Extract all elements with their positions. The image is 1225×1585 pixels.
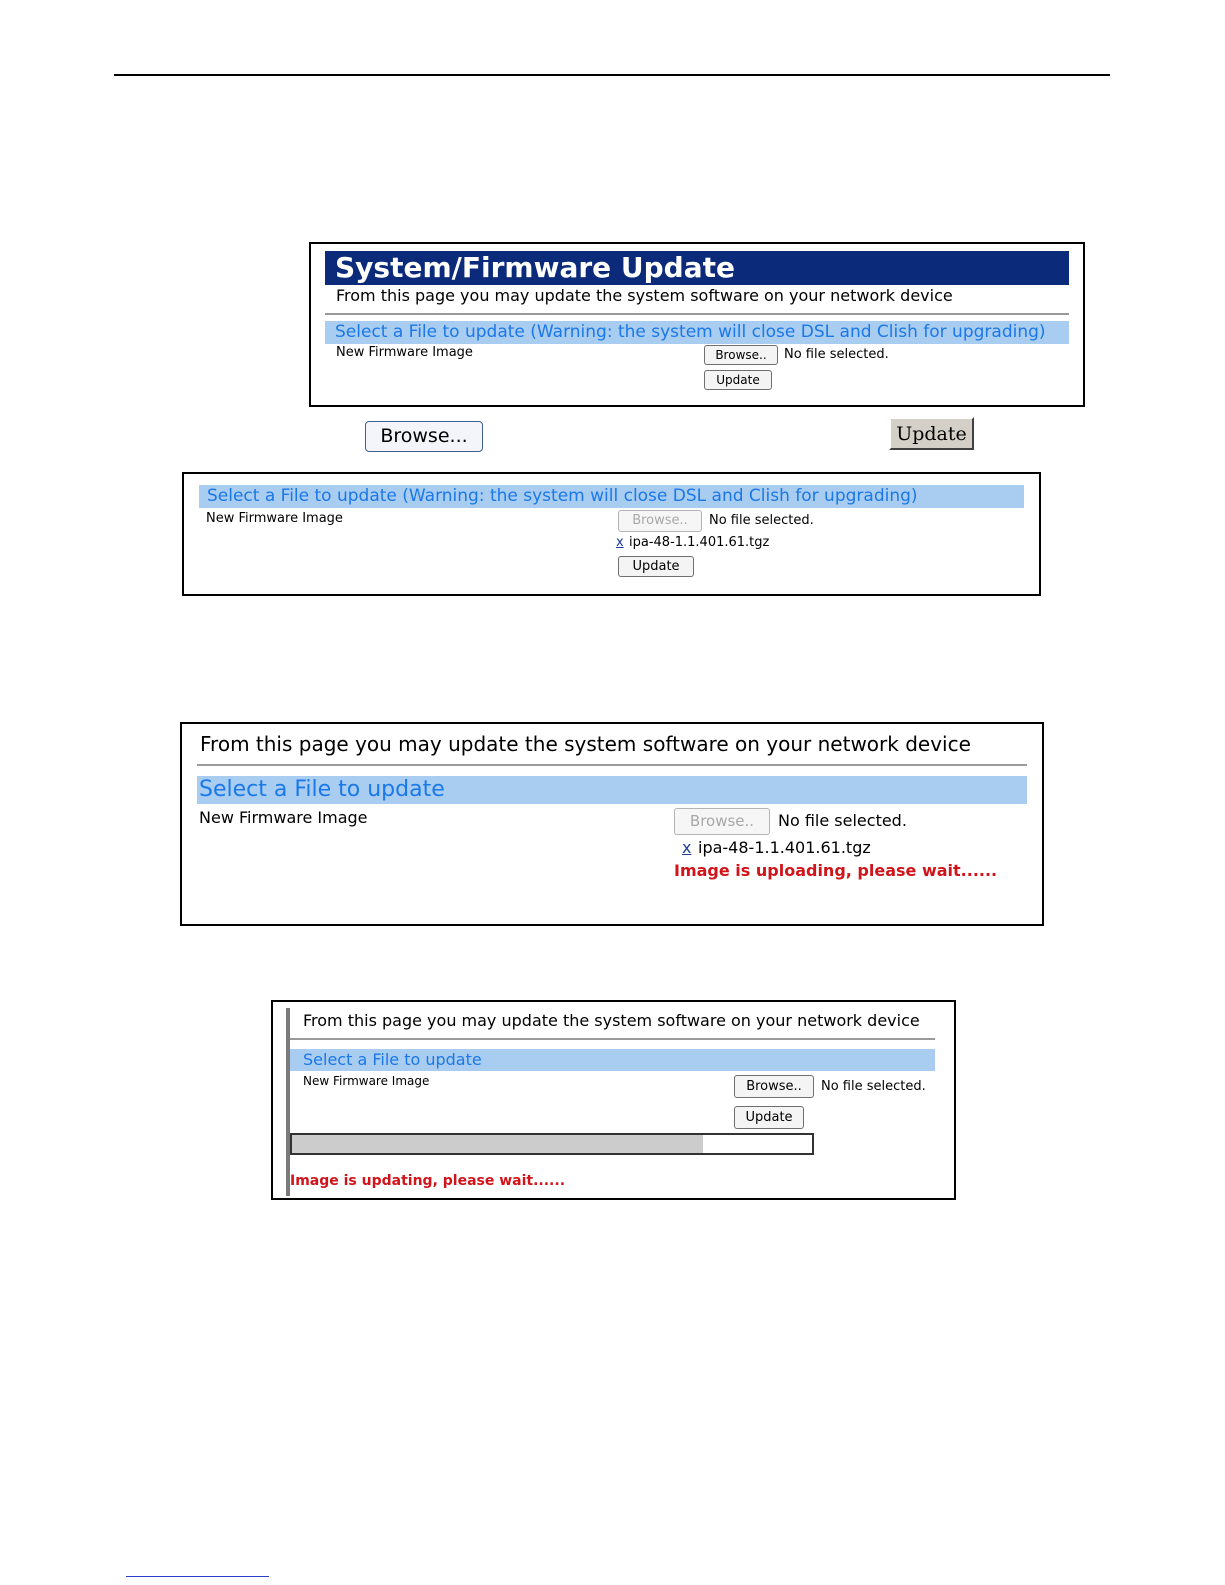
page-title: System/Firmware Update <box>325 251 1069 285</box>
uploading-panel <box>180 722 1044 926</box>
browse-button[interactable]: Browse.. <box>734 1075 814 1098</box>
page-description: From this page you may update the system software on your network device <box>336 286 953 305</box>
selected-file-name: ipa-48-1.1.401.61.tgz <box>698 838 871 857</box>
browse-button[interactable]: Browse.. <box>618 510 702 532</box>
update-status-message: Image is updating, please wait...... <box>290 1173 566 1189</box>
file-status: No file selected. <box>784 347 889 362</box>
left-edge-bar <box>286 1008 290 1196</box>
field-label: New Firmware Image <box>303 1074 430 1088</box>
section-heading: Select a File to update (Warning: the system will close DSL and Clish for upgrading) <box>199 485 1024 508</box>
browse-button[interactable]: Browse.. <box>674 808 770 835</box>
footer-link-underline <box>126 1576 269 1577</box>
progress-bar-fill <box>292 1135 703 1153</box>
remove-file-link[interactable]: x <box>616 535 624 550</box>
file-selected-panel <box>182 472 1041 596</box>
page-description: From this page you may update the system software on your network device <box>200 732 971 756</box>
progress-bar <box>290 1133 814 1155</box>
field-label: New Firmware Image <box>199 808 368 827</box>
browse-button-large[interactable]: Browse... <box>365 421 483 452</box>
top-rule <box>114 74 1110 76</box>
section-heading: Select a File to update (Warning: the system will close DSL and Clish for upgrading) <box>325 321 1069 344</box>
field-label: New Firmware Image <box>206 511 343 526</box>
file-status: No file selected. <box>821 1079 926 1094</box>
field-label: New Firmware Image <box>336 345 473 360</box>
selected-file-name: ipa-48-1.1.401.61.tgz <box>629 535 770 550</box>
update-button[interactable]: Update <box>734 1106 804 1129</box>
update-button[interactable]: Update <box>618 556 694 577</box>
browse-button[interactable]: Browse.. <box>704 345 778 365</box>
divider <box>197 764 1027 766</box>
divider <box>290 1038 935 1040</box>
divider <box>325 313 1069 315</box>
file-status: No file selected. <box>778 811 907 830</box>
updating-panel <box>271 1000 956 1200</box>
section-heading: Select a File to update <box>290 1049 935 1071</box>
section-heading: Select a File to update <box>197 776 1027 804</box>
remove-file-link[interactable]: x <box>682 838 692 857</box>
update-button-large[interactable]: Update <box>889 417 974 450</box>
upload-status-message: Image is uploading, please wait...... <box>674 861 998 880</box>
file-status: No file selected. <box>709 513 814 528</box>
firmware-update-panel <box>309 242 1085 407</box>
page-description: From this page you may update the system software on your network device <box>303 1011 920 1030</box>
update-button[interactable]: Update <box>704 370 772 390</box>
